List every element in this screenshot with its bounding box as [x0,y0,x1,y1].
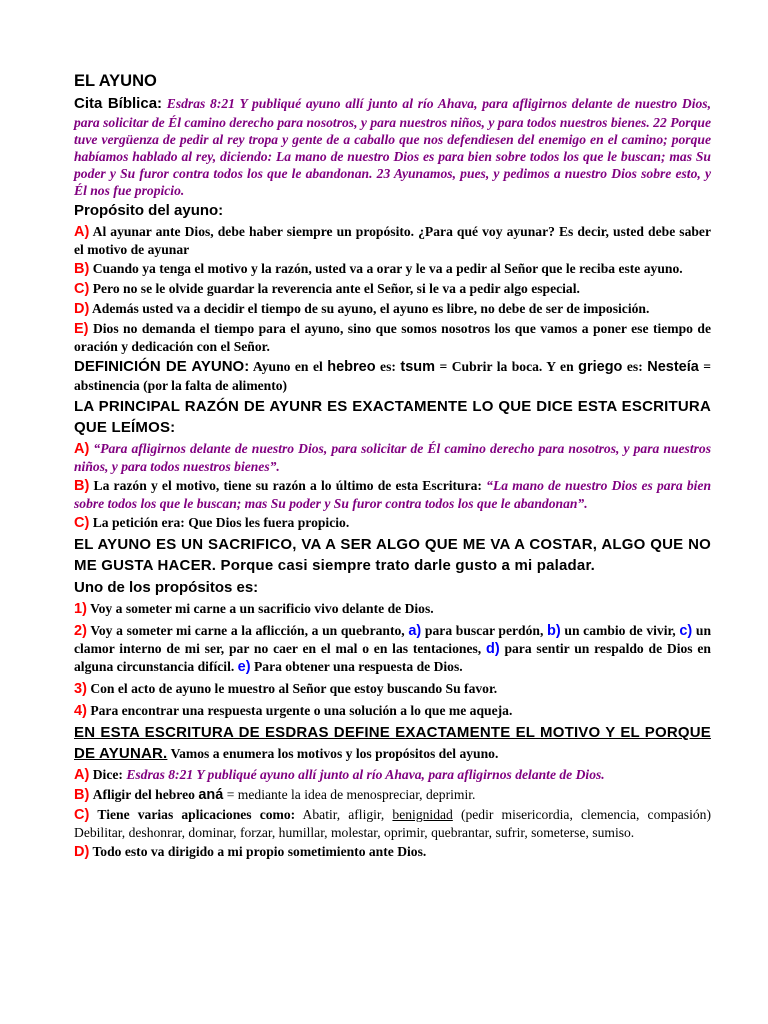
proposito-1 [74,600,711,618]
proposito-item-b [74,260,711,278]
esdras-item-a [74,766,711,784]
proposito-2 [74,622,711,676]
item-text: Con el acto de ayuno le muestro al Señor que estoy buscando Su favor. [90,681,498,696]
sub-letter-e: e) [237,659,251,675]
cita-biblica [74,94,711,199]
proposito-heading: Propósito del ayuno: [74,202,224,219]
item-text: Voy a someter mi carne a un sacrificio vivo delante de Dios. [90,601,434,616]
item-number: 3) [74,681,87,697]
item-text: = mediante la idea de menospreciar, deprimir. [226,787,476,802]
esdras-heading: EN ESTA ESCRITURA DE ESDRAS DEFINE EXACTAMENTE EL MOTIVO Y EL PORQUE DE AYUNAR. [74,724,711,762]
definicion-text: = abstinencia (por la falta de alimento) [74,359,712,393]
esdras-item-c [74,806,711,841]
item-letter: D) [74,301,90,317]
sub-letter-c: c) [679,623,693,639]
item-letter: B) [74,787,90,803]
item-text: Cuando ya tenga el motivo y la razón, usted va a orar y le va a pedir al Señor que le reciba este ayuno. [92,261,683,276]
item-label: Tiene varias aplicaciones como: [97,807,296,822]
document-title: EL AYUNO [74,72,157,90]
item-text: un clamor interno de mi ser, par no caer en el mal o en las tentaciones, [74,623,712,656]
item-text: Voy a someter mi carne a la aflicción, a un quebranto, [90,623,405,638]
item-number: 1) [74,601,87,617]
item-letter: C) [74,281,90,297]
term-tsum: tsum [400,359,436,375]
item-text: La petición era: Que Dios les fuera propicio. [92,515,350,530]
term-hebreo: hebreo [327,359,376,375]
item-text: Todo esto va dirigido a mi propio sometimiento ante Dios. [92,844,427,859]
item-text: para buscar perdón, [424,623,544,638]
definicion-text: es: [380,359,396,374]
proposito-item-e [74,320,711,355]
definicion-text: es: [626,359,643,374]
item-text: Para encontrar una respuesta urgente o una solución a lo que me aqueja. [90,703,513,718]
item-letter: B) [74,261,90,277]
definicion-paragraph [74,357,711,394]
item-letter: E) [74,321,89,337]
item-letter: A) [74,767,90,783]
item-text: (pedir misericordia, clemencia, compasión) Debilitar, deshonrar, dominar, forzar, humillar, molestar, oprimir, quebrantar, sufrir, someterse, sumiso. [74,807,711,840]
term-ana: aná [198,787,224,803]
item-letter: D) [74,844,90,860]
proposito-item-a [74,223,711,258]
item-text: Al ayunar ante Dios, debe haber siempre un propósito. ¿Para qué voy ayunar? Es decir, usted debe saber el motivo de ayunar [74,224,711,257]
proposito-4 [74,702,711,720]
definicion-text: Ayuno en el [252,359,323,374]
cita-label: Cita Bíblica: [74,95,163,112]
sacrificio-heading: EL AYUNO ES UN SACRIFICO, VA A SER ALGO QUE ME VA A COSTAR, ALGO QUE NO ME GUSTA HACER. Porque casi siempre trato darle gusto a mi paladar. [74,536,711,574]
esdras-paragraph [74,722,711,764]
item-text: para sentir un respaldo de Dios en alguna circunstancia difícil. [74,641,711,674]
definicion-label: DEFINICIÓN DE AYUNO: [74,358,250,375]
item-text: Dice: [92,767,123,782]
razon-item-b [74,477,711,512]
proposito-3 [74,680,711,698]
term-griego: griego [578,359,623,375]
razon-heading: LA PRINCIPAL RAZÓN DE AYUNR ES EXACTAMENTE LO QUE DICE ESTA ESCRITURA QUE LEÍMOS: [74,398,711,436]
esdras-item-b [74,786,711,804]
item-text: Para obtener una respuesta de Dios. [253,659,463,674]
item-text: un cambio de vivir, [564,623,676,638]
underlined-word: benignidad [392,807,453,822]
esdras-item-d [74,843,711,861]
item-text: Dios no demanda el tiempo para el ayuno, sino que somos nosotros los que vamos a poner ese tiempo de oración y dedicación con el Señor. [74,321,711,354]
term-nesteia: Nesteía [647,359,699,375]
item-text: Pero no se le olvide guardar la reverencia ante el Señor, si le va a pedir algo especial. [92,281,580,296]
uno-heading: Uno de los propósitos es: [74,579,259,596]
item-text: Afligir del hebreo [92,787,195,802]
razon-quote-a: “Para afligirnos delante de nuestro Dios, para solicitar de Él camino derecho para nosotros, y para nuestros niños, y para todos nuestros bienes”. [74,441,711,474]
cita-text: Esdras 8:21 Y publiqué ayuno allí junto al río Ahava, para afligirnos delante de nuestro Dios, para solicitar de Él camino derecho para nosotros, y para nuestros niños, y para todos nuestros bienes. 22 Porque tuve vergüenza de pedir al rey tropa y gente de a caballo que nos defendiesen del enemigo en el camino; porque habíamos hablado al rey, diciendo: La mano de nuestro Dios es para bien sobre todos los que le buscan; mas Su poder y Su furor contra todos los que le abandonan. 23 Ayunamos, pues, y pedimos a nuestro Dios sobre esto, y Él nos fue propicio. [74,96,711,198]
sub-letter-d: d) [485,641,500,657]
item-letter: B) [74,478,90,494]
item-letter: C) [74,807,90,823]
sub-letter-b: b) [547,623,561,639]
esdras-quote: Esdras 8:21 Y publiqué ayuno allí junto al río Ahava, para afligirnos delante de Dios. [126,767,605,782]
item-letter: A) [74,224,90,240]
razon-item-a [74,440,711,475]
item-number: 2) [74,623,87,639]
definicion-text: = Cubrir la boca. Y en [439,359,574,374]
item-letter: C) [74,515,90,531]
item-text: Además usted va a decidir el tiempo de su ayuno, el ayuno es libre, no debe de ser de imposición. [91,301,650,316]
item-text: La razón y el motivo, tiene su razón a lo último de esta Escritura: [93,478,482,493]
esdras-after: Vamos a enumera los motivos y los propósitos del ayuno. [170,746,499,761]
item-letter: A) [74,441,90,457]
proposito-item-d [74,300,711,318]
sub-letter-a: a) [408,623,422,639]
item-number: 4) [74,703,87,719]
razon-item-c [74,514,711,532]
proposito-item-c [74,280,711,298]
item-text: Abatir, afligir, [302,807,385,822]
razon-quote-b: “La mano de nuestro Dios es para bien sobre todos los que le buscan; mas Su poder y Su furor contra todos los que le abandonan”. [74,478,712,511]
